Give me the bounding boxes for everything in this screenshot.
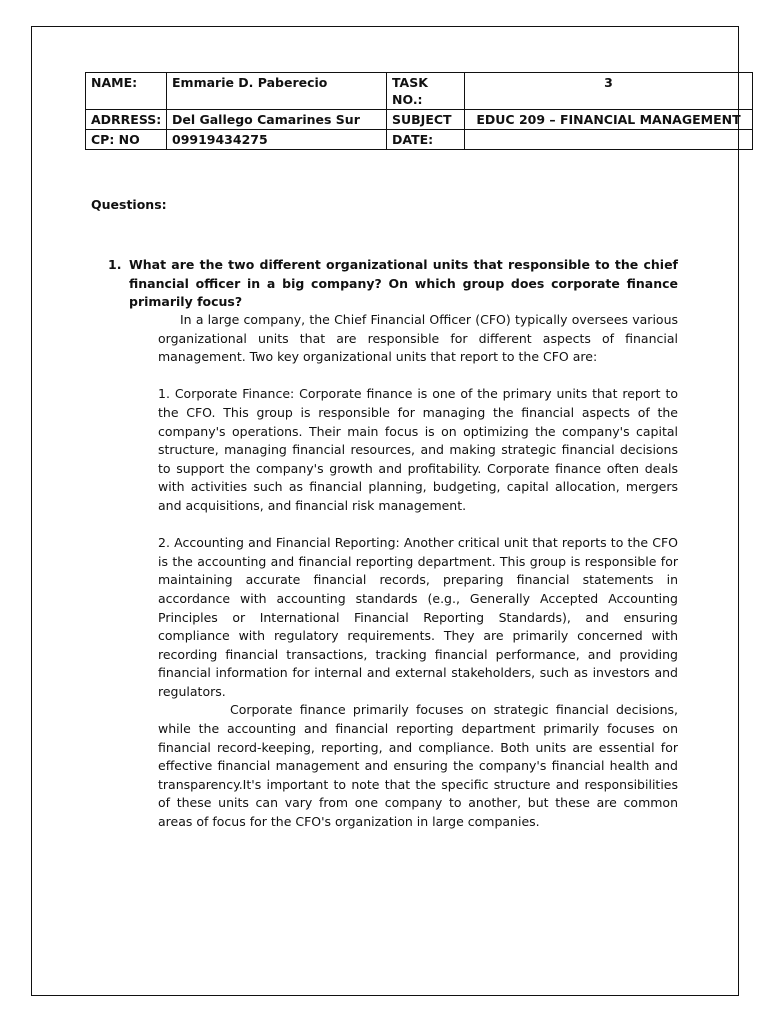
- address-value: Del Gallego Camarines Sur: [167, 110, 387, 130]
- task-label: TASK NO.:: [387, 73, 465, 110]
- answer-conclusion: Corporate finance primarily focuses on strategic financial decisions, while the accounting and financial reporting department primarily focuses on financial record-keeping, reporting, and compliance. Both units are essential for effective financial management and ensuring the company's financial health and transparency.It's important to note that the specific structure and responsibilities of these units can vary from one company to another, but these are common areas of focus for the CFO's organization in large companies.: [158, 702, 678, 830]
- question-number: 1.: [108, 257, 122, 272]
- cp-value: 09919434275: [167, 130, 387, 150]
- student-info-table: [85, 72, 753, 150]
- answer-1: [158, 311, 678, 832]
- table-row: [86, 130, 753, 150]
- name-label: NAME:: [86, 73, 167, 110]
- task-value: 3: [465, 73, 753, 110]
- table-row: [86, 73, 753, 110]
- address-label: ADRRESS:: [86, 110, 167, 130]
- answer-point-2: 2. Accounting and Financial Reporting: Another critical unit that reports to the CFO is the accounting and financial reporting department. This group is responsible for maintaining accurate financial records, preparing financial statements in accordance with accounting standards (e.g., Generally Accepted Accounting Principles or International Financial Reporting Standards), and ensuring compliance with regulatory requirements. They are primarily concerned with recording financial transactions, tracking financial performance, and providing financial information for internal and external stakeholders, such as investors and regulators.: [158, 535, 678, 699]
- questions-heading: Questions:: [91, 197, 167, 212]
- table-row: [86, 110, 753, 130]
- question-1: [108, 256, 678, 312]
- cp-label: CP: NO: [86, 130, 167, 150]
- question-text: What are the two different organizational units that responsible to the chief financial officer in a big company? On which group does corporate finance primarily focus?: [129, 257, 678, 309]
- subject-label: SUBJECT: [387, 110, 465, 130]
- subject-value: EDUC 209 – FINANCIAL MANAGEMENT: [465, 110, 753, 130]
- date-label: DATE:: [387, 130, 465, 150]
- answer-intro: In a large company, the Chief Financial Officer (CFO) typically oversees various organizational units that are responsible for different aspects of financial management. Two key organizational units that report to the CFO are:: [158, 312, 678, 365]
- date-value: [465, 130, 753, 150]
- answer-point-1: 1. Corporate Finance: Corporate finance is one of the primary units that report to the CFO. This group is responsible for managing the financial aspects of the company's operations. Their main focus is on optimizing the company's capital structure, managing financial resources, and making strategic financial decisions to support the company's growth and profitability. Corporate finance often deals with activities such as financial planning, budgeting, capital allocation, mergers and acquisitions, and financial risk management.: [158, 386, 678, 513]
- name-value: Emmarie D. Paberecio: [167, 73, 387, 110]
